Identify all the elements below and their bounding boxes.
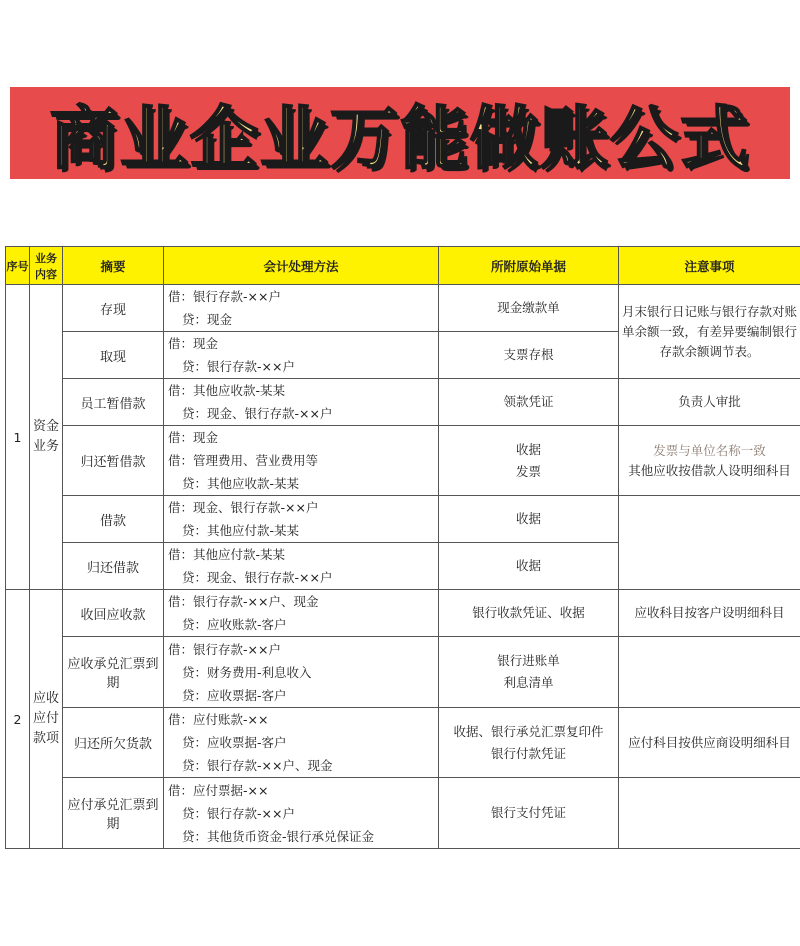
note-text: 应收科目按客户设明细科目 xyxy=(634,605,785,620)
header-docs: 所附原始单据 xyxy=(439,247,619,285)
entries-cell xyxy=(164,285,439,332)
notes-cell xyxy=(619,590,800,637)
journal-entry: 贷：其他应付款-某某 xyxy=(182,523,300,538)
source-document: 银行进账单 xyxy=(497,653,560,668)
docs-cell xyxy=(439,496,619,543)
journal-entry: 贷：现金、银行存款-××户 xyxy=(182,406,333,421)
docs-cell xyxy=(439,543,619,590)
note-text: 应付科目按供应商设明细科目 xyxy=(628,734,791,750)
source-document: 发票 xyxy=(515,463,541,479)
note-text: 月末银行日记账与银行存款对账单余额一致，有差异要编制银行存款余额调节表。 xyxy=(622,303,798,359)
source-document: 银行支付凭证 xyxy=(490,805,566,820)
notes-cell xyxy=(619,496,800,590)
header-no: 序号 xyxy=(6,247,30,285)
entries-cell xyxy=(164,590,439,637)
row-number: 1 xyxy=(6,285,30,590)
page-title: 商业企业万能做账公式 xyxy=(49,99,750,179)
docs-cell xyxy=(439,426,619,496)
summary-cell: 归还所欠货款 xyxy=(63,708,164,778)
notes-cell xyxy=(619,778,800,849)
entries-cell xyxy=(164,332,439,379)
note-text: 负责人审批 xyxy=(678,394,741,409)
entries-cell xyxy=(164,708,439,778)
entries-cell xyxy=(164,637,439,708)
source-document: 收据 xyxy=(515,558,541,573)
journal-entry: 借：现金、银行存款-××户 xyxy=(168,500,319,515)
header-method: 会计处理方法 xyxy=(164,247,439,285)
journal-entry: 贷：现金、银行存款-××户 xyxy=(182,570,333,585)
summary-cell: 员工暂借款 xyxy=(63,379,164,426)
summary-cell: 取现 xyxy=(63,332,164,379)
journal-entry: 借：银行存款-××户、现金 xyxy=(168,594,319,609)
business-category: 应收应付款项 xyxy=(30,590,63,849)
source-document: 利息清单 xyxy=(503,675,554,690)
table-row xyxy=(6,496,800,543)
entries-cell xyxy=(164,426,439,496)
table-row xyxy=(6,708,800,778)
notes-cell xyxy=(619,708,800,778)
row-number: 2 xyxy=(6,590,30,849)
docs-cell xyxy=(439,590,619,637)
summary-cell: 归还借款 xyxy=(63,543,164,590)
table-row xyxy=(6,590,800,637)
source-document: 收据 xyxy=(515,511,541,526)
notes-cell xyxy=(619,379,800,426)
source-document: 支票存根 xyxy=(503,347,554,362)
notes-cell xyxy=(619,637,800,708)
journal-entry: 贷：现金 xyxy=(182,312,233,327)
notes-cell xyxy=(619,426,800,496)
table-row xyxy=(6,778,800,849)
journal-entry: 贷：应收账款-客户 xyxy=(182,617,287,632)
docs-cell xyxy=(439,332,619,379)
journal-entry: 借：现金 xyxy=(168,336,219,351)
entries-cell xyxy=(164,778,439,849)
docs-cell xyxy=(439,708,619,778)
summary-cell: 应付承兑汇票到期 xyxy=(63,778,164,849)
docs-cell xyxy=(439,285,619,332)
journal-entry: 借：应付账款-×× xyxy=(168,712,269,727)
journal-entry: 借：其他应付款-某某 xyxy=(168,547,286,562)
docs-cell xyxy=(439,379,619,426)
journal-entry: 借：管理费用、营业费用等 xyxy=(168,453,319,468)
summary-cell: 借款 xyxy=(63,496,164,543)
source-document: 银行收款凭证、收据 xyxy=(472,605,585,620)
summary-cell: 归还暂借款 xyxy=(63,426,164,496)
journal-entry: 贷：应收票据-客户 xyxy=(182,735,287,750)
journal-entry: 贷：银行存款-××户 xyxy=(182,805,295,821)
source-document: 银行付款凭证 xyxy=(490,745,566,761)
title-banner xyxy=(10,87,790,179)
notes-cell xyxy=(619,285,800,379)
table-row xyxy=(6,285,800,332)
table-row xyxy=(6,637,800,708)
journal-entry: 借：其他应收款-某某 xyxy=(168,383,286,398)
journal-entry: 贷：其他货币资金-银行承兑保证金 xyxy=(182,828,375,844)
header-category: 业务内容 xyxy=(30,247,63,285)
summary-cell: 应收承兑汇票到期 xyxy=(63,637,164,708)
business-category: 资金业务 xyxy=(30,285,63,590)
entries-cell xyxy=(164,379,439,426)
table-row xyxy=(6,426,800,496)
journal-entry: 贷：银行存款-××户 xyxy=(182,359,295,374)
entries-cell xyxy=(164,496,439,543)
journal-entry: 借：银行存款-××户 xyxy=(168,289,281,304)
entries-cell xyxy=(164,543,439,590)
journal-entry: 借：银行存款-××户 xyxy=(168,641,281,657)
note-text: 其他应收按借款人设明细科目 xyxy=(628,462,791,478)
docs-cell xyxy=(439,778,619,849)
table-row xyxy=(6,379,800,426)
accounting-table xyxy=(5,246,800,849)
summary-cell: 收回应收款 xyxy=(63,590,164,637)
note-text: 发票与单位名称一致 xyxy=(653,442,766,458)
journal-entry: 贷：财务费用-利息收入 xyxy=(182,664,312,680)
journal-entry: 借：现金 xyxy=(168,430,219,445)
journal-entry: 借：应付票据-×× xyxy=(168,782,269,798)
docs-cell xyxy=(439,637,619,708)
journal-entry: 贷：银行存款-××户、现金 xyxy=(182,758,333,773)
header-summary: 摘要 xyxy=(63,247,164,285)
source-document: 领款凭证 xyxy=(503,394,554,409)
source-document: 收据、银行承兑汇票复印件 xyxy=(453,723,604,739)
journal-entry: 贷：其他应收款-某某 xyxy=(182,476,300,491)
summary-cell: 存现 xyxy=(63,285,164,332)
table-header xyxy=(6,247,800,285)
header-notes: 注意事项 xyxy=(619,247,800,285)
source-document: 现金缴款单 xyxy=(497,300,560,315)
journal-entry: 贷：应收票据-客户 xyxy=(182,687,287,703)
source-document: 收据 xyxy=(515,441,541,457)
